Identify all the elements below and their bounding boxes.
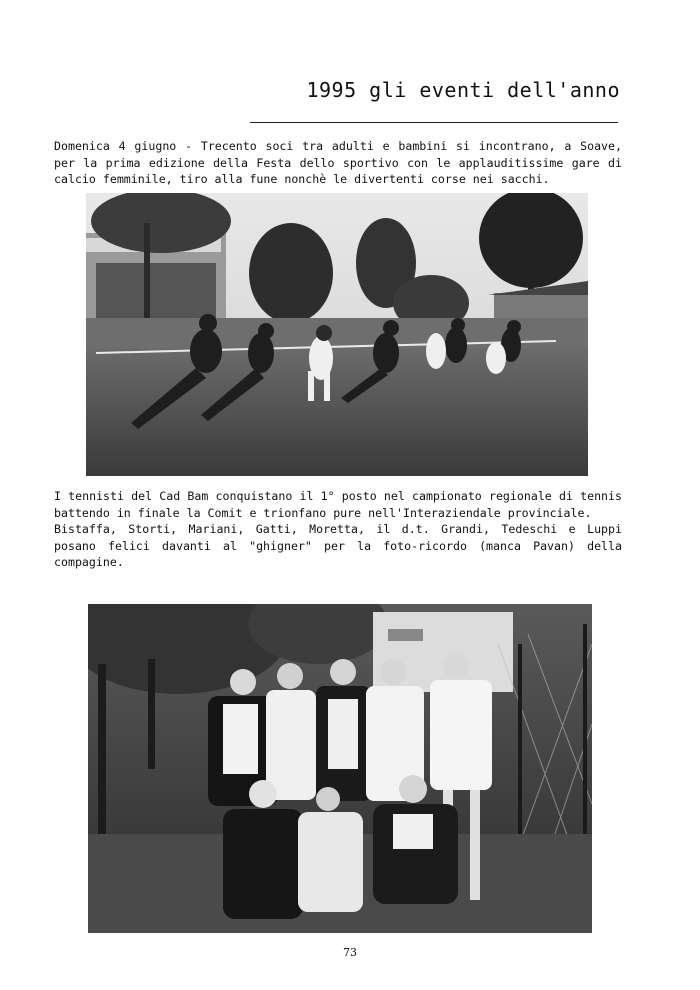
tennis-text-2: Bistaffa, Storti, Mariani, Gatti, Moretta, il d.t. Grandi, Tedeschi e Luppi posano felici davanti al "ghigner" per la foto-ricordo (manca Pavan) della compagine. (54, 522, 622, 569)
event-description-festa (54, 138, 622, 188)
tug-of-war-image (86, 193, 588, 476)
title-rule (250, 122, 618, 123)
festa-text: Domenica 4 giugno - Trecento soci tra adulti e bambini si incontrano, a Soave, per la prima edizione della Festa dello sportivo con le applauditissime gare di calcio femminile, tiro alla fune nonchè le divertenti corse nei sacchi. (54, 139, 622, 186)
page-number: 73 (343, 946, 357, 959)
page-title: 1995 gli eventi dell'anno (306, 78, 620, 102)
tennis-text-1: I tennisti del Cad Bam conquistano il 1° posto nel campionato regionale di tennis battendo in finale la Comit e trionfano pure nell'Interaziendale provinciale. (54, 489, 622, 520)
tennis-team-photo (88, 604, 592, 933)
tug-of-war-photo (86, 193, 588, 476)
tennis-team-image (88, 604, 592, 933)
event-description-tennis (54, 488, 622, 571)
